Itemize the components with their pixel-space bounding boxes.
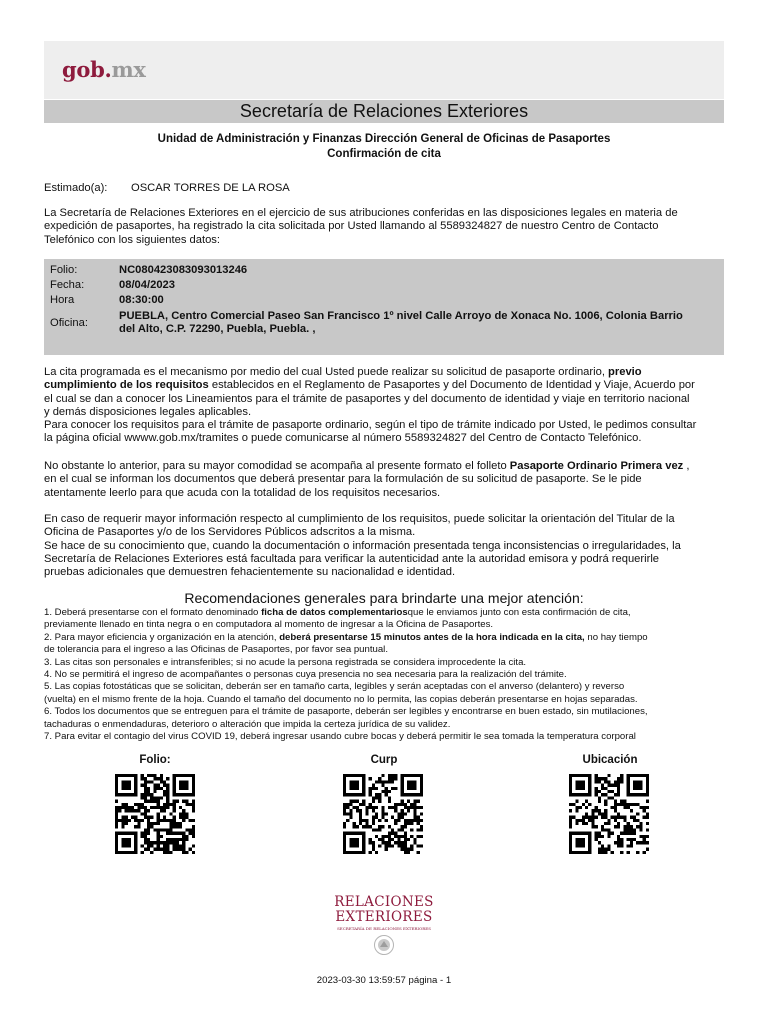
paragraph-information	[44, 513, 724, 579]
text: ,	[683, 460, 690, 472]
recommendations-list	[44, 607, 734, 743]
text: Oficina de Pasaportes y/o de los Servidores Públicos adscritos a la misma.	[44, 526, 416, 539]
intro-line: expedición de pasaportes, ha registrado la cita solicitada por Usted llamando al 5589324827 de nuestro Centro de Contacto	[44, 220, 659, 233]
logo-line: SECRETARÍA DE RELACIONES EXTERIORES	[337, 926, 431, 931]
paragraph-requirements	[44, 366, 724, 446]
text: (vuelta) en el mismo frente de la hoja. Cuando el tamaño del documento no lo permita, las copias deberán presentarse en hojas separadas.	[44, 693, 638, 705]
text: el cual se dan a conocer los Lineamientos para el trámite de pasaportes y del documento de identidad y viaje en territorio nacional	[44, 392, 690, 405]
text: Se hace de su conocimiento que, cuando la documentación o información presentada tenga inconsistencias o irregularidades, la	[44, 539, 681, 552]
subtitle	[44, 132, 724, 162]
text: 4. No se permitirá el ingreso de acompañantes o personas cuya presencia no sea necesaria para la realización del trámite.	[44, 669, 567, 681]
text: Secretaría de Relaciones Exteriores está facultada para verificar la autenticidad ante la autoridad emisora y podrá requerirle	[44, 552, 660, 565]
qr-code-ubicacion	[569, 774, 649, 854]
qr-curp-label: Curp	[370, 754, 398, 766]
text: 7. Para evitar el contagio del virus COVID 19, deberá ingresar usando cubre bocas y deberá permitir le sea tomada la temperatura corporal	[44, 731, 636, 743]
oficina-value	[119, 310, 719, 337]
bold-text: deberá presentarse 15 minutos antes de la hora indicada en la cita,	[279, 631, 585, 643]
text: no hay tiempo	[584, 631, 648, 643]
qr-folio-label: Folio:	[139, 754, 171, 766]
fecha-label: Fecha:	[50, 279, 85, 291]
text: En caso de requerir mayor información respecto al cumplimiento de los requisitos, puede solicitar la orientación del Titular de la	[44, 513, 675, 525]
text: 3. Las citas son personales e intransferibles; si no acude la persona registrada se considera improcedente la cita.	[44, 656, 527, 668]
subtitle-line-1: Unidad de Administración y Finanzas Dirección General de Oficinas de Pasaportes	[157, 133, 611, 145]
appointment-box	[44, 259, 724, 355]
text: en el cual se informan los documentos que deberá presentar para la formulación de su solicitud de pasaporte. Se le pide	[44, 473, 642, 486]
hora-label: Hora	[50, 294, 75, 306]
subtitle-line-2: Confirmación de cita	[327, 148, 441, 160]
text: atentamente leerlo para que acuda con la totalidad de los requisitos necesarios.	[44, 486, 441, 499]
text: y demás disposiciones legales aplicables.	[44, 405, 252, 418]
text: 6. Todos los documentos que se entreguen para el trámite de pasaporte, deberán ser legibles y encontrarse en buen estado, sin mutilaciones,	[44, 706, 648, 718]
oficina-line: PUEBLA, Centro Comercial Paseo San Francisco 1º nivel Calle Arroyo de Xonaca No. 1006, Colonia Barrio	[119, 310, 683, 322]
text: que le enviamos junto con esta confirmación de cita,	[407, 607, 631, 618]
fecha-value: 08/04/2023	[119, 279, 175, 291]
qr-ubicacion-label: Ubicación	[582, 754, 638, 766]
intro-line: La Secretaría de Relaciones Exteriores en el ejercicio de sus atribuciones conferidas en las disposiciones legales en materia de	[44, 207, 678, 219]
greeting-name: OSCAR TORRES DE LA ROSA	[131, 182, 290, 194]
greeting-label: Estimado(a):	[44, 182, 108, 194]
relaciones-exteriores-logo	[304, 895, 464, 931]
folio-value: NC080423083093013246	[119, 264, 248, 276]
mexico-seal-icon	[373, 934, 395, 956]
header-bar	[44, 41, 724, 99]
qr-code-curp	[343, 774, 423, 854]
paragraph-brochure	[44, 460, 724, 500]
text: 1. Deberá presentarse con el formato denominado	[44, 607, 262, 618]
oficina-label: Oficina:	[50, 317, 88, 329]
logo-line: RELACIONES	[334, 894, 434, 910]
bold-text: ficha de datos complementarios	[261, 607, 408, 618]
folio-label: Folio:	[50, 264, 78, 276]
text: previamente llenado en tinta negra o en computadora al momento de ingresar a la Oficina de Pasaportes.	[44, 619, 494, 631]
logo-line: EXTERIORES	[335, 909, 433, 925]
page-title: Secretaría de Relaciones Exteriores	[44, 100, 724, 123]
text: La cita programada es el mecanismo por medio del cual Usted puede realizar su solicitud de pasaporte ordinario,	[44, 366, 609, 378]
gob-mx-logo: gob.mx	[62, 57, 146, 82]
oficina-line: del Alto, C.P. 72290, Puebla, Puebla. ,	[119, 323, 316, 336]
intro-line: Telefónico con los siguientes datos:	[44, 233, 220, 246]
text: 2. Para mayor eficiencia y organización en la atención,	[44, 631, 280, 643]
text: No obstante lo anterior, para su mayor comodidad se acompaña al presente formato el folleto	[44, 460, 510, 472]
text: tachaduras o enmendaduras, deterioro o alteración que impida la certeza jurídica de su validez.	[44, 718, 451, 730]
hora-value: 08:30:00	[119, 294, 164, 306]
text: la página oficial wwww.gob.mx/tramites o puede comunicarse al número 5589324827 del Centro de Contacto Telefónico.	[44, 432, 642, 445]
bold-text: previo	[608, 366, 642, 378]
text: de tolerancia para el ingreso a las Oficinas de Pasaportes, por favor sea puntual.	[44, 644, 388, 656]
text: 5. Las copias fotostáticas que se solicitan, deberán ser en tamaño carta, legibles y serán aceptadas con el anverso (delantero) y reverso	[44, 681, 625, 693]
qr-code-folio	[115, 774, 195, 854]
text: Para conocer los requisitos para el trámite de pasaporte ordinario, según el tipo de trámite indicado por Usted, le pedimos consultar	[44, 419, 697, 432]
recommendations-title: Recomendaciones generales para brindarte una mejor atención:	[184, 590, 584, 606]
bold-text: cumplimiento de los requisitos	[44, 379, 209, 392]
text: pruebas adicionales que demuestren fehacientemente su nacionalidad e identidad.	[44, 566, 456, 579]
bold-text: Pasaporte Ordinario Primera vez	[509, 460, 684, 472]
page-footer: 2023-03-30 13:59:57 página - 1	[316, 975, 452, 986]
text: establecidos en el Reglamento de Pasaportes y del Documento de Identidad y Viaje, Acuerdo por	[208, 379, 695, 392]
intro-paragraph	[44, 207, 724, 247]
